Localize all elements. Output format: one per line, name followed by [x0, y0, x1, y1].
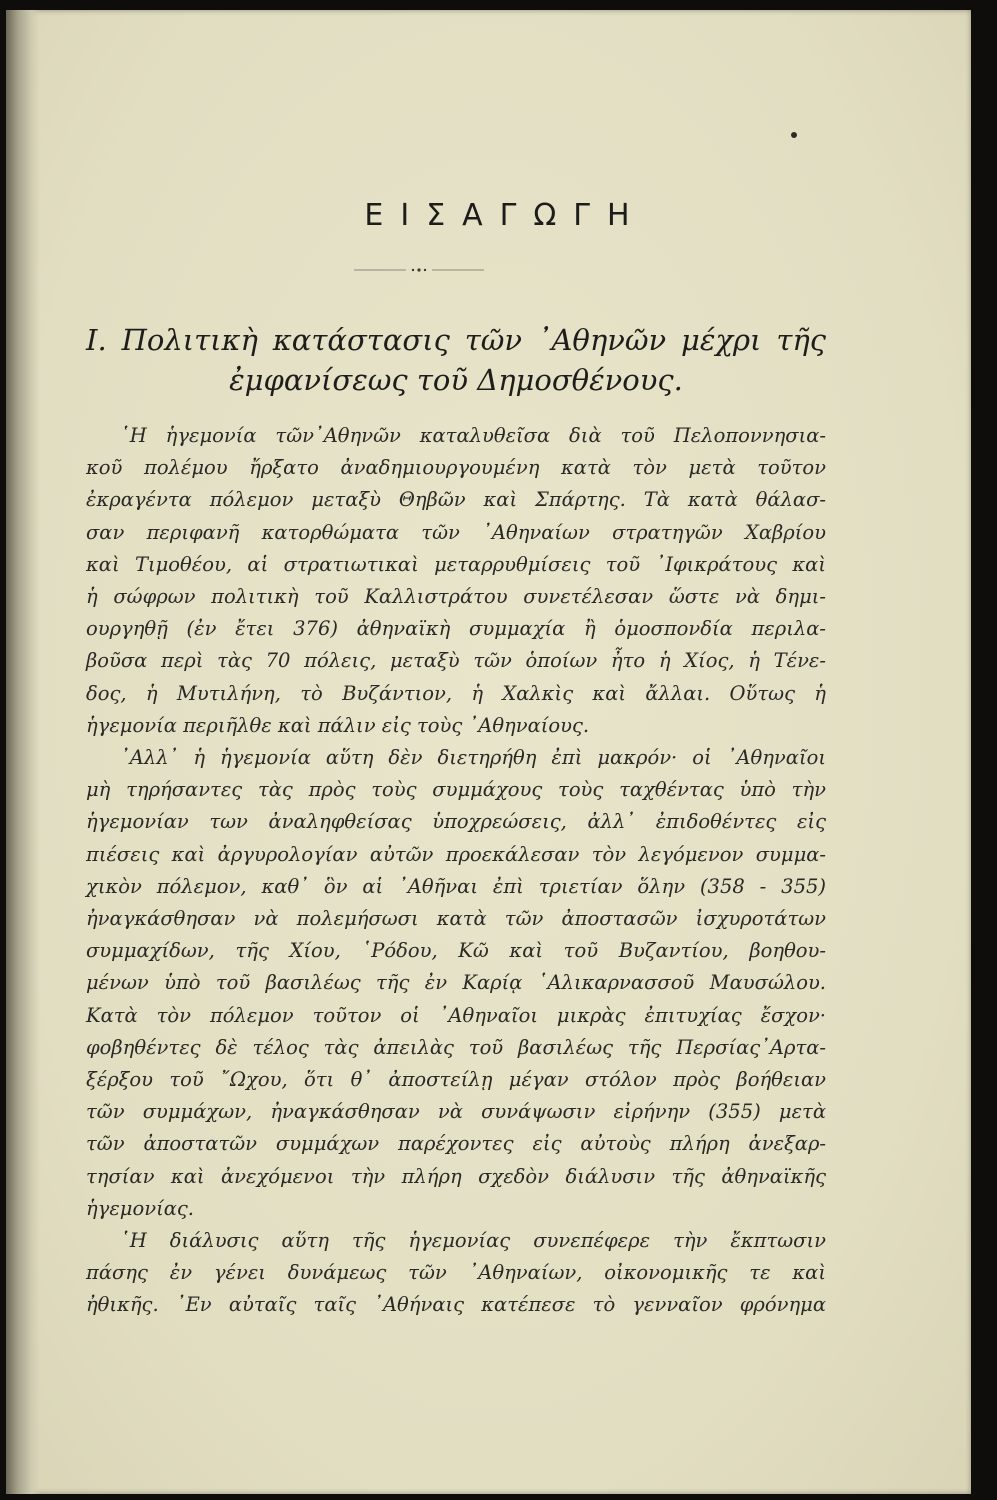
- text-line: ἡγεμονίας.: [86, 1196, 195, 1220]
- text-line: σαν περιφανῆ κατορθώματα τῶν ᾿Αθηναίων στρατηγῶν Χαβρίου: [86, 520, 826, 544]
- section-title: [86, 320, 826, 400]
- text-line: ᾿Αλλ᾿ ἡ ἡγεμονία αὕτη δὲν διετηρήθη ἐπὶ μακρόν· οἱ ᾿Αθηναῖοι: [120, 746, 826, 770]
- text-line: ἡγεμονία περιῆλθε καὶ πάλιν εἰς τοὺς ᾿Αθηναίους.: [86, 713, 590, 737]
- text-line: τῶν συμμάχων, ἠναγκάσθησαν νὰ συνάψωσιν εἰρήνην (355) μετὰ: [86, 1100, 826, 1124]
- ink-speck: [791, 132, 797, 138]
- text-line: ξέρξου τοῦ ῎Ωχου, ὅτι θ᾿ ἀποστείλῃ μέγαν στόλον πρὸς βοήθειαν: [86, 1068, 826, 1092]
- text-line: μένων ὑπὸ τοῦ βασιλέως τῆς ἐν Καρίᾳ ῾Αλικαρνασσοῦ Μαυσώλου.: [86, 971, 826, 995]
- section-title-line-2: ἐμφανίσεως τοῦ Δημοσθένους.: [229, 363, 683, 397]
- text-line: δος, ἡ Μυτιλήνη, τὸ Βυζάντιον, ἡ Χαλκὶς καὶ ἄλλαι. Οὕτως ἡ: [86, 681, 826, 705]
- heading-ornament: [354, 266, 484, 274]
- book-page: [6, 10, 971, 1494]
- body-text: [86, 420, 826, 1322]
- text-line: ουργηθῇ (ἐν ἔτει 376) ἀθηναϊκὴ συμμαχία ἢ ὁμοσπονδία περιλα-: [86, 617, 826, 641]
- text-line: ἡ σώφρων πολιτικὴ τοῦ Καλλιστράτου συνετέλεσαν ὥστε νὰ δημι-: [86, 585, 826, 609]
- text-line: κοῦ πολέμου ἤρξατο ἀναδημιουργουμένη κατὰ τὸν μετὰ τοῦτον: [86, 456, 826, 480]
- text-line: ῾Η ἡγεμονία τῶν᾿Αθηνῶν καταλυθεῖσα διὰ τοῦ Πελοποννησια-: [120, 424, 826, 447]
- text-line: τῶν ἀποστατῶν συμμάχων παρέχοντες εἰς αὐτοὺς πλήρη ἀνεξαρ-: [86, 1132, 826, 1156]
- text-line: τησίαν καὶ ἀνεχόμενοι τὴν πλήρη σχεδὸν διάλυσιν τῆς ἀθηναϊκῆς: [86, 1164, 826, 1188]
- text-line: ἐκραγέντα πόλεμον μεταξὺ Θηβῶν καὶ Σπάρτης. Τὰ κατὰ θάλασ-: [86, 488, 826, 512]
- text-line: ῾Η διάλυσις αὕτη τῆς ἡγεμονίας συνεπέφερε τὴν ἔκπτωσιν: [120, 1229, 826, 1253]
- text-line: βοῦσα περὶ τὰς 70 πόλεις, μεταξὺ τῶν ὁποίων ἦτο ἡ Χίος, ἡ Τένε-: [86, 649, 826, 673]
- text-line: Κατὰ τὸν πόλεμον τοῦτον οἱ ᾿Αθηναῖοι μικρὰς ἐπιτυχίας ἔσχον·: [86, 1003, 826, 1027]
- text-line: καὶ Τιμοθέου, αἱ στρατιωτικαὶ μεταρρυθμίσεις τοῦ ᾿Ιφικράτους καὶ: [86, 552, 826, 576]
- text-line: πιέσεις καὶ ἀργυρολογίαν αὐτῶν προεκάλεσαν τὸν λεγόμενον συμμα-: [86, 842, 826, 866]
- text-line: ἠναγκάσθησαν νὰ πολεμήσωσι κατὰ τῶν ἀποστασῶν ἰσχυροτάτων: [86, 907, 826, 931]
- text-line: πάσης ἐν γένει δυνάμεως τῶν ᾿Αθηναίων, οἰκονομικῆς τε καὶ: [86, 1261, 826, 1285]
- text-line: μὴ τηρήσαντες τὰς πρὸς τοὺς συμμάχους τοὺς ταχθέντας ὑπὸ τὴν: [86, 778, 826, 802]
- text-line: συμμαχίδων, τῆς Χίου, ῾Ρόδου, Κῶ καὶ τοῦ Βυζαντίου, βοηθου-: [86, 939, 826, 963]
- section-title-line-1: Ι. Πολιτικὴ κατάστασις τῶν ᾿Αθηνῶν μέχρι τῆς: [86, 323, 826, 357]
- text-line: χικὸν πόλεμον, καθ᾿ ὃν αἱ ᾿Αθῆναι ἐπὶ τριετίαν ὅλην (358 - 355): [86, 874, 826, 898]
- chapter-heading: ΕΙΣΑΓΩΓΗ: [364, 198, 647, 233]
- text-line: ἠθικῆς. ᾿Εν αὐταῖς ταῖς ᾿Αθήναις κατέπεσε τὸ γενναῖον φρόνημα: [86, 1293, 826, 1317]
- text-line: ἡγεμονίαν των ἀναληφθείσας ὑποχρεώσεις, ἀλλ᾿ ἐπιδοθέντες εἰς: [86, 810, 826, 834]
- text-line: φοβηθέντες δὲ τέλος τὰς ἀπειλὰς τοῦ βασιλέως τῆς Περσίας᾿Αρτα-: [86, 1035, 826, 1059]
